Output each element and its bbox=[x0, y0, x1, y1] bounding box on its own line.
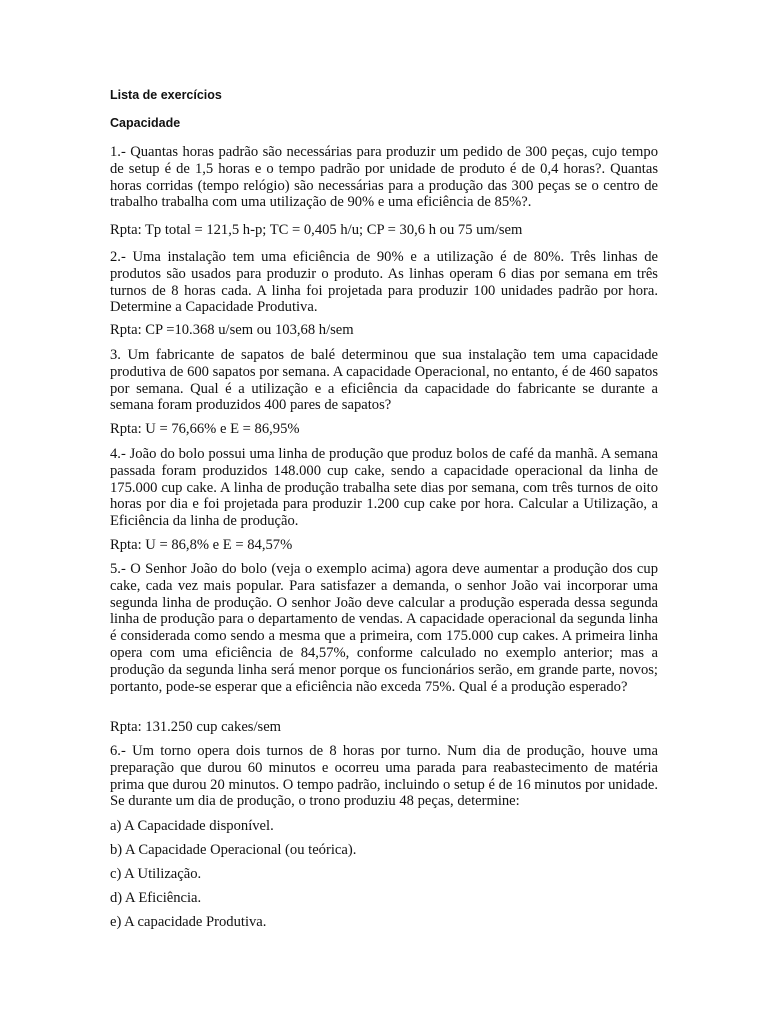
question-6-item-d: d) A Eficiência. bbox=[110, 890, 202, 906]
question-3-text: 3. Um fabricante de sapatos de balé determinou que sua instalação tem uma capacidade produtiva de 600 sapatos por semana. A capacidade Operacional, no entanto, é de 460 sapatos por semana. Qual é a utilização e a eficiência da capacidade do fabricante se durante a semana foram produzidos 400 pares de sapatos? bbox=[110, 347, 658, 414]
question-1-text: 1.- Quantas horas padrão são necessárias para produzir um pedido de 300 peças, cujo tempo de setup é de 1,5 horas e o tempo padrão por unidade de produto é de 0,4 horas?. Quantas horas corridas (tempo relógio) são necessárias para a produção das 300 peças se o centro de trabalho trabalha com uma utilização de 90% e uma eficiência de 85%?. bbox=[110, 144, 658, 211]
question-5-text: 5.- O Senhor João do bolo (veja o exemplo acima) agora deve aumentar a produção dos cup cake, cada vez mais popular. Para satisfazer a demanda, o senhor João vai incorporar uma segunda linha de produção. O senhor João deve calcular a produção esperada dessa segunda linha de produção para o departamento de vendas. A capacidade operacional da segunda linha é considerada como sendo a mesma que a primeira, com 175.000 cup cakes. A primeira linha opera com uma eficiência de 84,57%, conforme calculado no exemplo anterior; mas a produção da segunda linha será menor porque os funcionários serão, em grande parte, novos; portanto, pode-se esperar que a eficiência não exceda 75%. Qual é a produção esperado? bbox=[110, 561, 658, 695]
question-6-item-b: b) A Capacidade Operacional (ou teórica). bbox=[110, 842, 357, 858]
question-6-item-e: e) A capacidade Produtiva. bbox=[110, 914, 267, 930]
question-6-item-a: a) A Capacidade disponível. bbox=[110, 818, 274, 834]
question-6-text: 6.- Um torno opera dois turnos de 8 horas por turno. Num dia de produção, houve uma preparação que durou 60 minutos e ocorreu uma parada para reabastecimento de matéria prima que durou 20 minutos. O tempo padrão, incluindo o setup é de 16 minutos por unidade. Se durante um dia de produção, o trono produziu 48 peças, determine: bbox=[110, 743, 658, 810]
question-4-text: 4.- João do bolo possui uma linha de produção que produz bolos de café da manhã. A semana passada foram produzidos 148.000 cup cake, sendo a capacidade operacional da linha de 175.000 cup cake. A linha de produção trabalha sete dias por semana, com três turnos de oito horas por dia e foi projetada para produzir 1.200 cup cake por hora. Calcular a Utilização, a Eficiência da linha de produção. bbox=[110, 446, 658, 530]
question-2-answer: Rpta: CP =10.368 u/sem ou 103,68 h/sem bbox=[110, 322, 354, 338]
question-6-item-c: c) A Utilização. bbox=[110, 866, 202, 882]
question-2-text: 2.- Uma instalação tem uma eficiência de 90% e a utilização é de 80%. Três linhas de produtos são usados para produzir o produto. As linhas operam 6 dias por semana em três turnos de 8 horas cada. A linha foi projetada para produzir 100 unidades padrão por hora. Determine a Capacidade Produtiva. bbox=[110, 249, 658, 316]
question-3-answer: Rpta: U = 76,66% e E = 86,95% bbox=[110, 421, 300, 437]
section-heading: Capacidade bbox=[110, 116, 181, 130]
document-title: Lista de exercícios bbox=[110, 88, 222, 102]
question-5-answer: Rpta: 131.250 cup cakes/sem bbox=[110, 719, 282, 735]
question-4-answer: Rpta: U = 86,8% e E = 84,57% bbox=[110, 537, 293, 553]
question-1-answer: Rpta: Tp total = 121,5 h-p; TC = 0,405 h/u; CP = 30,6 h ou 75 um/sem bbox=[110, 222, 523, 238]
